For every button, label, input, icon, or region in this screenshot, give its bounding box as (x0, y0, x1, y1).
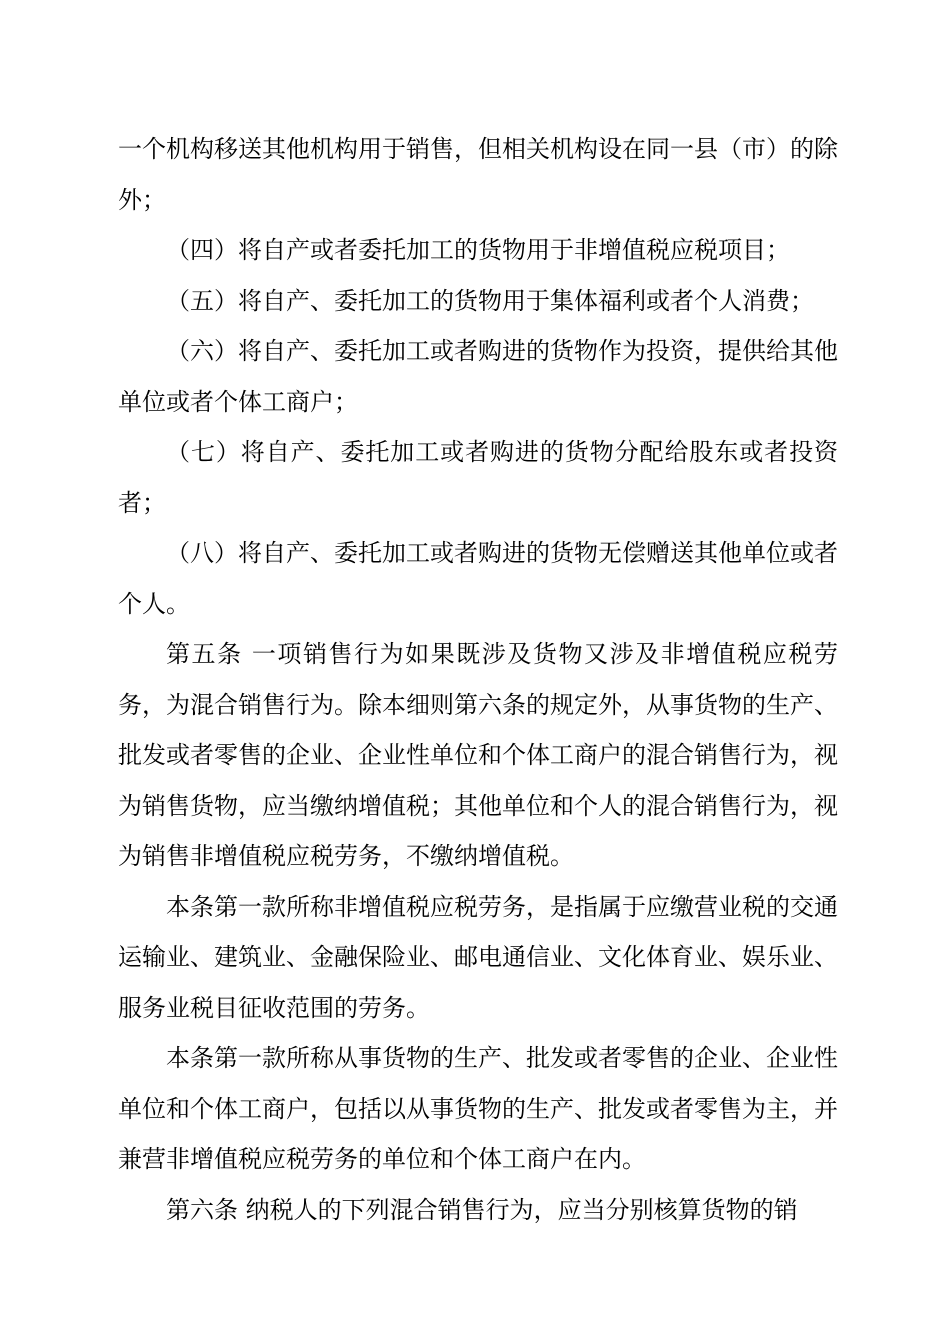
paragraph-continuation: 一个机构移送其他机构用于销售，但相关机构设在同一县（市）的除外； (118, 135, 838, 214)
paragraph-item-6: （六）将自产、委托加工或者购进的货物作为投资，提供给其他单位或者个体工商户； (118, 337, 838, 416)
paragraph-article-5-clause-2: 本条第一款所称非增值税应税劳务，是指属于应缴营业税的交通运输业、建筑业、金融保险业、邮电通信业、文化体育业、娱乐业、服务业税目征收范围的劳务。 (118, 892, 838, 1022)
paragraph-article-6: 第六条 纳税人的下列混合销售行为，应当分别核算货物的销 (166, 1195, 798, 1224)
paragraph-item-8: （八）将自产、委托加工或者购进的货物无偿赠送其他单位或者个人。 (118, 539, 838, 618)
paragraph-article-5: 第五条 一项销售行为如果既涉及货物又涉及非增值税应税劳务，为混合销售行为。除本细则第六条的规定外，从事货物的生产、批发或者零售的企业、企业性单位和个体工商户的混合销售行为，视为销售货物，应当缴纳增值税；其他单位和个人的混合销售行为，视为销售非增值税应税劳务，不缴纳增值税。 (118, 640, 838, 870)
paragraph-item-4: （四）将自产或者委托加工的货物用于非增值税应税项目； (166, 236, 790, 264)
paragraph-item-7: （七）将自产、委托加工或者购进的货物分配给股东或者投资者； (118, 438, 838, 517)
document-body (118, 124, 838, 1235)
paragraph-item-5: （五）将自产、委托加工的货物用于集体福利或者个人消费； (166, 286, 814, 315)
paragraph-article-5-clause-3: 本条第一款所称从事货物的生产、批发或者零售的企业、企业性单位和个体工商户，包括以从事货物的生产、批发或者零售为主，并兼营非增值税应税劳务的单位和个体工商户在内。 (118, 1044, 838, 1173)
